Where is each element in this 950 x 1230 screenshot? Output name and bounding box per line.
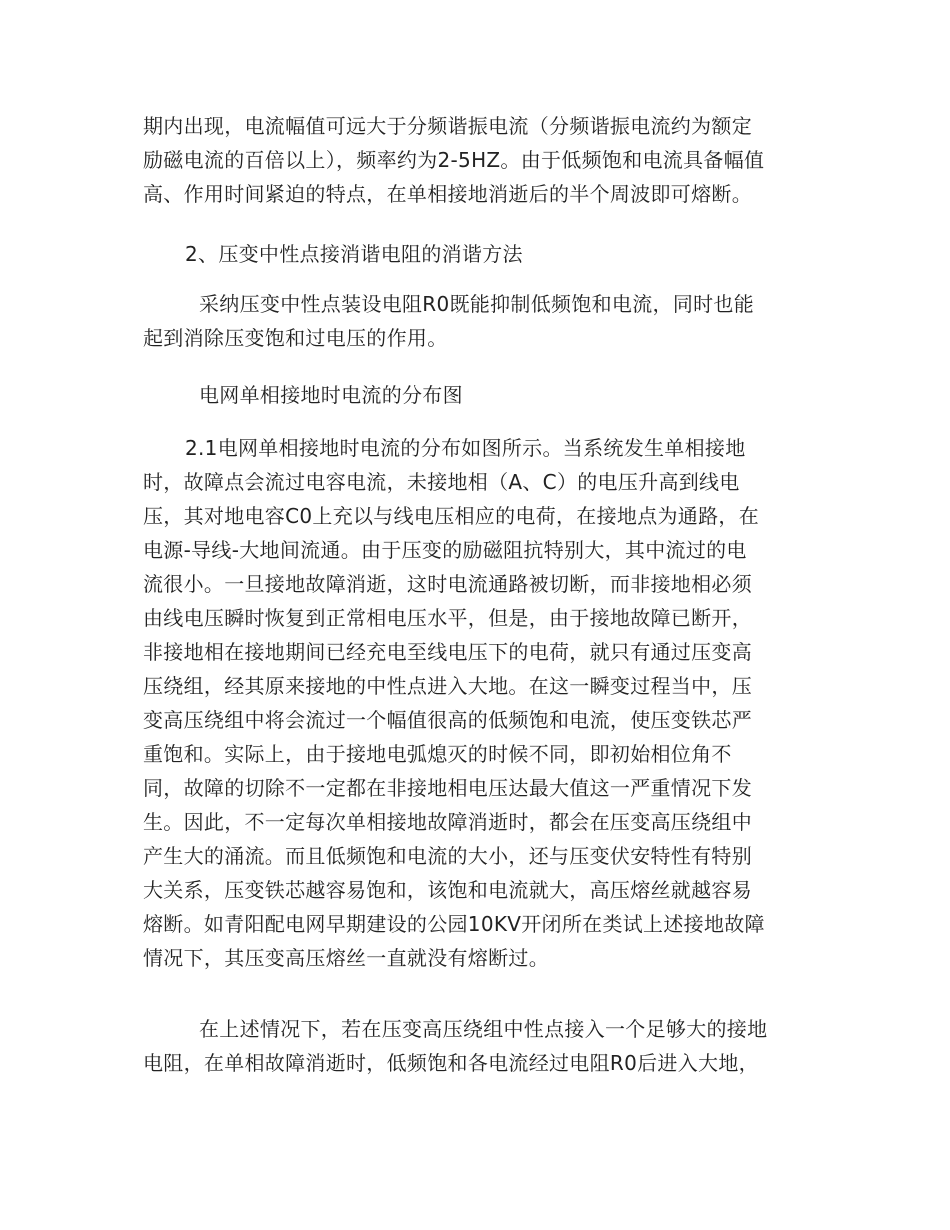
figure-caption: [143, 378, 815, 412]
paragraph-continuation: [143, 109, 815, 211]
text-line: 同，故障的切除不一定都在非接地相电压达最大值这一严重情况下发: [143, 776, 752, 800]
text-line: 电源-导线-大地间流通。由于压变的励磁阻抗特别大，其中流过的电: [143, 538, 747, 562]
text-line: 在上述情况下，若在压变高压绕组中性点接入一个足够大的接地: [199, 1017, 768, 1041]
text-line: 熔断。如青阳配电网早期建设的公园10KV开闭所在类试上述接地故障: [143, 912, 765, 936]
text-line: 压绕组，经其原来接地的中性点进入大地。在这一瞬变过程当中，压: [143, 674, 752, 698]
paragraph-current-distribution: [143, 431, 815, 975]
text-line: 期内出现，电流幅值可远大于分频谐振电流（分频谐振电流约为额定: [143, 114, 752, 138]
text-line: 生。因此，不一定每次单相接地故障消逝时，都会在压变高压绕组中: [143, 810, 752, 834]
text-line: 大关系，压变铁芯越容易饱和，该饱和电流就大，高压熔丝就越容易: [143, 878, 752, 902]
text-line: 变高压绕组中将会流过一个幅值很高的低频饱和电流，使压变铁芯严: [143, 708, 752, 732]
text-line: 高、作用时间紧迫的特点，在单相接地消逝后的半个周波即可熔断。: [143, 182, 752, 206]
text-line: 情况下，其压变高压熔丝一直就没有熔断过。: [143, 946, 549, 970]
caption-text: 电网单相接地时电流的分布图: [199, 383, 463, 407]
text-line: 产生大的涌流。而且低频饱和电流的大小，还与压变伏安特性有特别: [143, 844, 752, 868]
text-line: 流很小。一旦接地故障消逝，这时电流通路被切断，而非接地相必须: [143, 572, 752, 596]
section-heading: [143, 237, 815, 271]
text-line: 采纳压变中性点装设电阻R0既能抑制低频饱和电流，同时也能: [199, 292, 755, 316]
text-line: 压，其对地电容C0上充以与线电压相应的电荷，在接地点为通路，在: [143, 504, 759, 528]
text-line: 励磁电流的百倍以上），频率约为2-5HZ。由于低频饱和电流具备幅值: [143, 148, 765, 172]
text-line: 时，故障点会流过电容电流，未接地相（A、C）的电压升高到线电: [143, 470, 740, 494]
text-line: 重饱和。实际上，由于接地电弧熄灭的时候不同，即初始相位角不: [143, 742, 732, 766]
heading-text: 2、压变中性点接消谐电阻的消谐方法: [185, 242, 523, 266]
paragraph-resistor-method: [143, 287, 815, 355]
text-line: 起到消除压变饱和过电压的作用。: [143, 326, 448, 350]
text-line: 由线电压瞬时恢复到正常相电压水平，但是，由于接地故障已断开，: [143, 606, 752, 630]
text-line: 非接地相在接地期间已经充电至线电压下的电荷，就只有通过压变高: [143, 640, 752, 664]
text-line: 2.1电网单相接地时电流的分布如图所示。当系统发生单相接地: [185, 436, 746, 460]
paragraph-grounding-resistor: [143, 1012, 815, 1080]
text-line: 电阻，在单相故障消逝时，低频饱和各电流经过电阻R0后进入大地，: [143, 1051, 759, 1075]
